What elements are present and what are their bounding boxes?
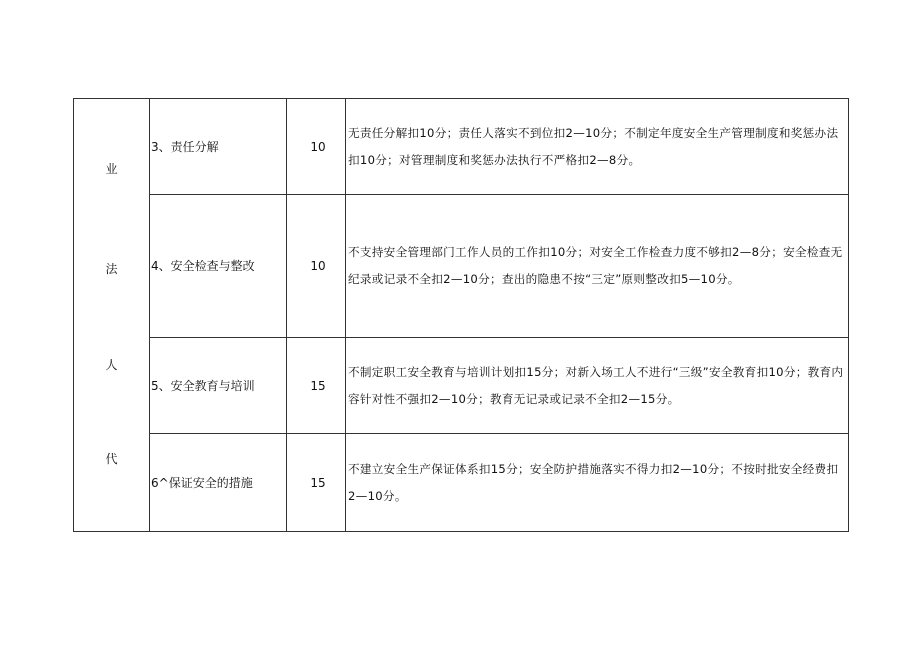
deduction-rule: 不建立安全生产保证体系扣15分；安全防护措施落实不得力扣2—10分；不按时批安全经费扣2—10分。 <box>346 434 849 532</box>
item-name: 5、安全教育与培训 <box>150 338 287 434</box>
scoring-table <box>73 98 849 532</box>
item-score: 15 <box>287 434 346 532</box>
side-label-char: 人 <box>105 358 118 372</box>
item-score: 15 <box>287 338 346 434</box>
table-row <box>74 195 849 338</box>
item-name: 4、安全检查与整改 <box>150 195 287 338</box>
side-label-cell <box>74 99 150 532</box>
table-row <box>74 99 849 195</box>
item-score: 10 <box>287 99 346 195</box>
item-name: 6^保证安全的措施 <box>150 434 287 532</box>
side-label-char: 法 <box>105 262 118 276</box>
side-label-char: 业 <box>105 162 118 176</box>
deduction-rule: 不支持安全管理部门工作人员的工作扣10分；对安全工作检查力度不够扣2—8分；安全检查无纪录或记录不全扣2—10分；查出的隐患不按“三定”原则整改扣5—10分。 <box>346 195 849 338</box>
deduction-rule: 无责任分解扣10分；责任人落实不到位扣2—10分；不制定年度安全生产管理制度和奖惩办法扣10分；对管理制度和奖惩办法执行不严格扣2—8分。 <box>346 99 849 195</box>
table-row <box>74 434 849 532</box>
table-row <box>74 338 849 434</box>
item-score: 10 <box>287 195 346 338</box>
deduction-rule: 不制定职工安全教育与培训计划扣15分；对新入场工人不进行“三级”安全教育扣10分；教育内容针对性不强扣2—10分；教育无记录或记录不全扣2—15分。 <box>346 338 849 434</box>
item-name: 3、责任分解 <box>150 99 287 195</box>
scoring-table-container <box>73 98 848 531</box>
side-label-char: 代 <box>105 452 118 466</box>
